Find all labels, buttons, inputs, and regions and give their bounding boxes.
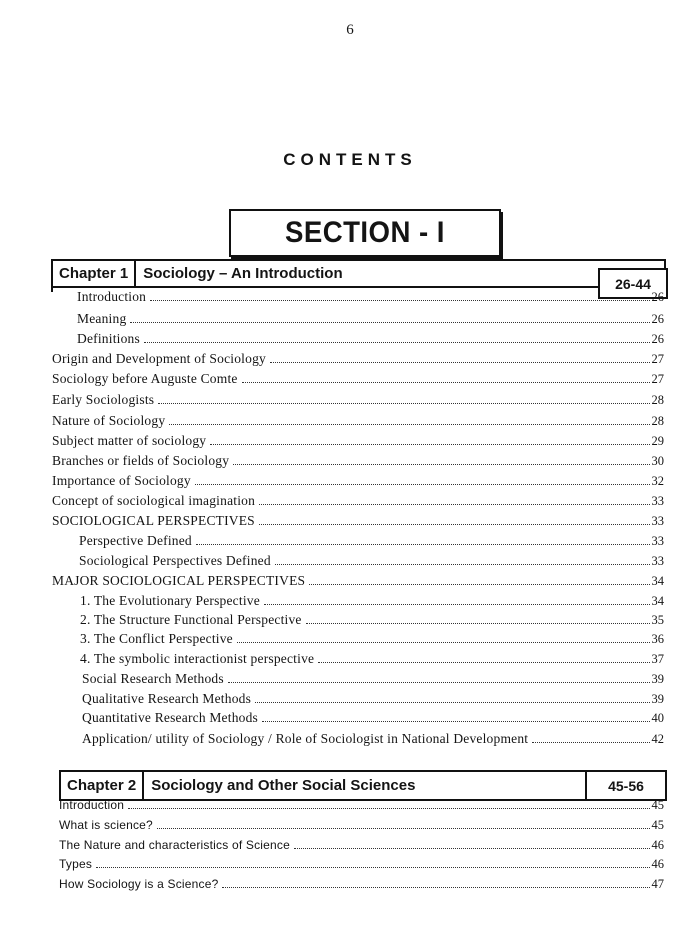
leader-dots: [309, 584, 649, 585]
leader-dots: [270, 362, 650, 363]
toc-entry-page: 46: [651, 857, 664, 871]
toc-entry-page: 33: [651, 494, 664, 508]
toc-entry[interactable]: [52, 512, 664, 530]
toc-entry-page: 30: [651, 454, 664, 468]
toc-entry-page: 33: [651, 534, 664, 548]
leader-dots: [306, 623, 650, 624]
leader-dots: [222, 887, 649, 888]
section-heading: SECTION - I: [285, 216, 445, 249]
toc-entry-page: 47: [651, 877, 664, 891]
toc-entry[interactable]: [79, 532, 664, 550]
toc-entry-title: Nature of Sociology: [52, 413, 166, 428]
toc-entry[interactable]: [82, 690, 664, 708]
leader-dots: [532, 742, 649, 743]
toc-entry-page: 26: [651, 332, 664, 346]
toc-entry-title: Social Research Methods: [82, 671, 224, 686]
toc-entry-page: 45: [651, 818, 664, 832]
leader-dots: [228, 682, 650, 683]
toc-entry-page: 33: [651, 554, 664, 568]
toc-entry-title: 4. The symbolic interactionist perspective: [80, 651, 315, 666]
leader-dots: [130, 322, 649, 323]
leader-dots: [169, 424, 649, 425]
leader-dots: [196, 544, 650, 545]
toc-entry[interactable]: [82, 730, 664, 748]
toc-entry[interactable]: [52, 472, 664, 490]
chapter-1-label: Chapter 1: [53, 261, 136, 286]
toc-entry-title: Qualitative Research Methods: [82, 691, 252, 706]
toc-entry-title: What is science?: [59, 818, 153, 832]
chapter-2-title: Sociology and Other Social Sciences: [151, 777, 416, 794]
leader-dots: [318, 662, 649, 663]
leader-dots: [264, 604, 650, 605]
toc-entry[interactable]: [82, 709, 664, 727]
toc-entry-page: 28: [651, 393, 664, 407]
toc-entry-page: 33: [651, 514, 664, 528]
toc-entry[interactable]: [52, 350, 664, 368]
toc-entry-title: 1. The Evolutionary Perspective: [80, 593, 260, 608]
toc-entry-title: Application/ utility of Sociology / Role of Sociologist in National Development: [82, 731, 529, 746]
leader-dots: [96, 867, 649, 868]
toc-entry-page: 34: [651, 574, 664, 588]
toc-entry[interactable]: [80, 611, 664, 629]
toc-entry-page: 27: [651, 372, 664, 386]
toc-entry-title: 2. The Structure Functional Perspective: [80, 612, 302, 627]
toc-entry[interactable]: [59, 817, 664, 834]
toc-entry-title: Subject matter of sociology: [52, 433, 207, 448]
chapter-1-page-range: 26-44: [598, 268, 668, 299]
toc-entry-page: 26: [651, 312, 664, 326]
contents-heading: CONTENTS: [283, 150, 417, 169]
leader-dots: [144, 342, 650, 343]
leader-dots: [150, 300, 649, 301]
toc-entry-title: Introduction: [59, 798, 125, 812]
leader-dots: [158, 403, 649, 404]
toc-entry-title: Types: [59, 857, 93, 871]
section-heading-box: [229, 209, 501, 257]
toc-entry[interactable]: [52, 432, 664, 450]
toc-entry[interactable]: [52, 370, 664, 388]
chapter-2-page-range: 45-56: [585, 772, 665, 799]
leader-dots: [210, 444, 649, 445]
toc-entry-page: 34: [651, 594, 664, 608]
toc-entry[interactable]: [80, 630, 664, 648]
toc-entry[interactable]: [59, 837, 664, 854]
chapter-1-title: Sociology – An Introduction: [143, 265, 343, 282]
leader-dots: [275, 564, 650, 565]
page-number: 6: [346, 22, 354, 38]
toc-entry[interactable]: [59, 876, 664, 893]
toc-entry[interactable]: [52, 492, 664, 510]
toc-entry-title: Quantitative Research Methods: [82, 710, 259, 725]
leader-dots: [242, 382, 650, 383]
toc-entry-title: 3. The Conflict Perspective: [80, 631, 233, 646]
toc-entry[interactable]: [80, 650, 664, 668]
toc-entry-page: 39: [651, 692, 664, 706]
toc-entry-title: Sociological Perspectives Defined: [79, 553, 271, 568]
leader-dots: [237, 642, 650, 643]
toc-entry-page: 37: [651, 652, 664, 666]
toc-entry-title: Branches or fields of Sociology: [52, 453, 230, 468]
toc-entry[interactable]: [77, 330, 664, 348]
toc-entry-page: 35: [651, 613, 664, 627]
toc-entry-title: Origin and Development of Sociology: [52, 351, 266, 366]
toc-entry-title: Definitions: [77, 331, 140, 346]
toc-entry-page: 46: [651, 838, 664, 852]
toc-entry[interactable]: [82, 670, 664, 688]
toc-entry-title: Early Sociologists: [52, 392, 155, 407]
toc-entry[interactable]: [80, 592, 664, 610]
toc-entry[interactable]: [79, 552, 664, 570]
toc-entry[interactable]: [52, 412, 664, 430]
toc-entry[interactable]: [59, 797, 664, 814]
toc-entry-title: Introduction: [77, 289, 147, 304]
toc-entry-page: 29: [651, 434, 664, 448]
toc-entry[interactable]: [77, 288, 664, 306]
leader-dots: [259, 524, 650, 525]
toc-entry-title: Sociology before Auguste Comte: [52, 371, 238, 386]
toc-entry-page: 40: [651, 711, 664, 725]
leader-dots: [294, 848, 650, 849]
toc-entry-title: MAJOR SOCIOLOGICAL PERSPECTIVES: [52, 573, 306, 588]
leader-dots: [233, 464, 649, 465]
toc-entry-title: How Sociology is a Science?: [59, 877, 219, 891]
toc-entry-page: 32: [651, 474, 664, 488]
leader-dots: [262, 721, 649, 722]
toc-entry[interactable]: [52, 572, 664, 590]
leader-dots: [128, 808, 649, 809]
toc-entry-title: Concept of sociological imagination: [52, 493, 256, 508]
toc-entry-page: 26: [651, 290, 664, 304]
chapter-2-label: Chapter 2: [61, 772, 144, 799]
leader-dots: [157, 828, 650, 829]
leader-dots: [259, 504, 649, 505]
toc-entry[interactable]: [59, 856, 664, 873]
toc-entry-title: Perspective Defined: [79, 533, 192, 548]
toc-entry-page: 36: [651, 632, 664, 646]
leader-dots: [255, 702, 649, 703]
toc-entry-page: 28: [651, 414, 664, 428]
toc-entry-page: 27: [651, 352, 664, 366]
toc-entry-title: SOCIOLOGICAL PERSPECTIVES: [52, 513, 255, 528]
toc-entry[interactable]: [52, 452, 664, 470]
toc-entry-title: Importance of Sociology: [52, 473, 191, 488]
leader-dots: [195, 484, 650, 485]
toc-entry[interactable]: [52, 391, 664, 409]
toc-entry-page: 45: [651, 798, 664, 812]
toc-entry[interactable]: [77, 310, 664, 328]
toc-entry-title: Meaning: [77, 311, 127, 326]
toc-entry-page: 39: [651, 672, 664, 686]
toc-entry-page: 42: [651, 732, 664, 746]
toc-entry-title: The Nature and characteristics of Science: [59, 838, 290, 852]
